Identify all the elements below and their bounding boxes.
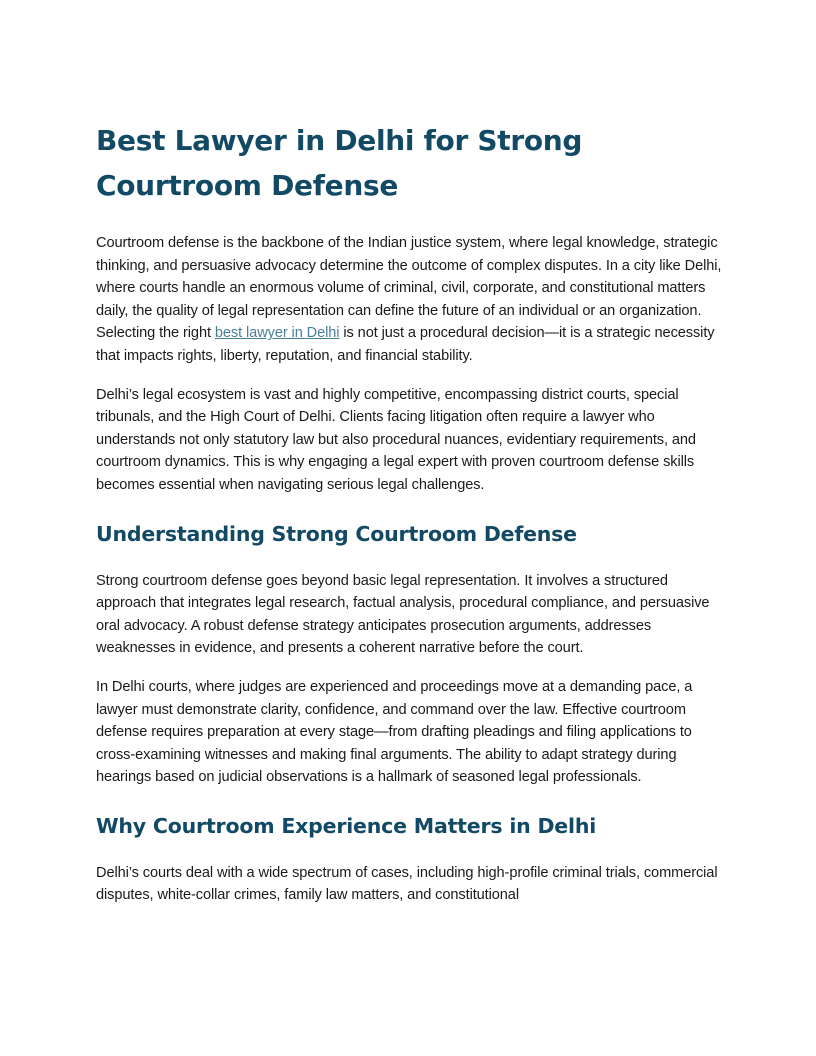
intro-paragraph-2: Delhi’s legal ecosystem is vast and highly competitive, encompassing district courts, special tribunals, and the High Court of Delhi. Clients facing litigation often require a lawyer who understands not only statutory law but also procedural nuances, evidentiary requirements, and courtroom dynamics. This is why engaging a legal expert with proven courtroom defense skills becomes essential when navigating serious legal challenges. [96, 386, 696, 493]
section-heading-understanding: Understanding Strong Courtroom Defense [96, 521, 577, 546]
section-1-paragraph-2: In Delhi courts, where judges are experienced and proceedings move at a demanding pace, a lawyer must demonstrate clarity, confidence, and command over the law. Effective courtroom defense requires preparation at every stage—from drafting pleadings and filing applications to cross-examining witnesses and making final arguments. The ability to adapt strategy during hearings based on judicial observations is a hallmark of seasoned legal professionals. [96, 678, 693, 786]
page-title: Best Lawyer in Delhi for Strong Courtroom Defense [96, 124, 583, 202]
section-1-paragraph-1: Strong courtroom defense goes beyond basic legal representation. It involves a structured approach that integrates legal research, factual analysis, procedural compliance, and persuasive oral advocacy. A robust defense strategy anticipates prosecution arguments, addresses weaknesses in evidence, and presents a coherent narrative before the court. [96, 572, 710, 657]
best-lawyer-link[interactable]: best lawyer in Delhi [214, 325, 340, 342]
intro-text-after-link: is not just a procedural decision—it is a strategic necessity that impacts rights, liberty, reputation, and financial stability. [96, 325, 715, 364]
section-heading-why-experience: Why Courtroom Experience Matters in Delhi [96, 813, 597, 838]
intro-paragraph-1 [96, 232, 724, 368]
intro-text-before-link: Courtroom defense is the backbone of the Indian justice system, where legal knowledge, strategic thinking, and persuasive advocacy determine the outcome of complex disputes. In a city like Delhi, where courts handle an enormous volume of criminal, civil, corporate, and constitutional matters daily, the quality of legal representation can define the future of an individual or an organization. Selecting the right [96, 235, 722, 342]
section-2-paragraph-1: Delhi’s courts deal with a wide spectrum of cases, including high-profile criminal trials, commercial disputes, white-collar crimes, family law matters, and constitutional [96, 864, 718, 904]
document-page [96, 118, 724, 907]
